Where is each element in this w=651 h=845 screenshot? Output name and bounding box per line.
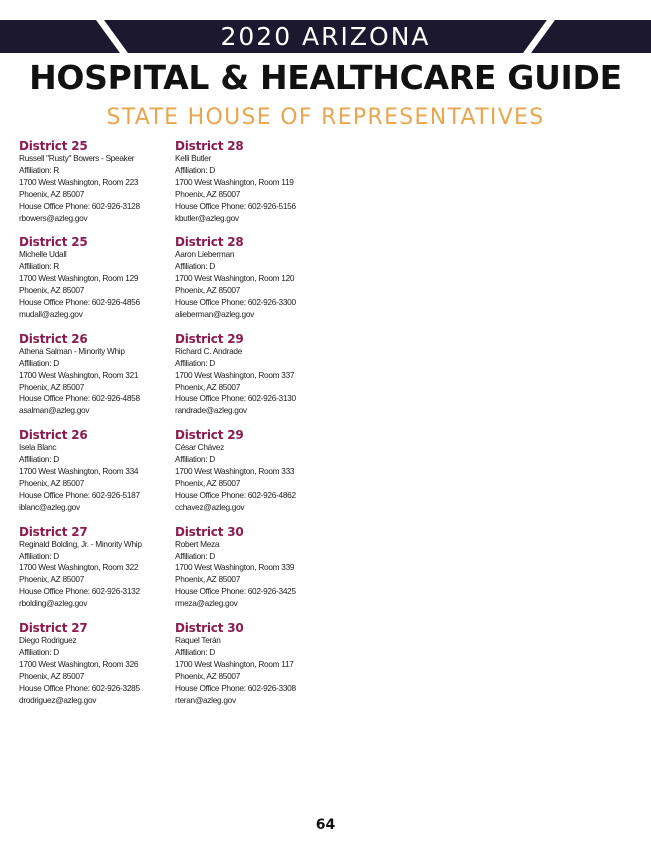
representative-phone: House Office Phone: 602-926-3132 (19, 586, 140, 597)
representative-entry (175, 429, 325, 513)
district-heading: District 25 (19, 139, 88, 153)
representative-city: Phoenix, AZ 85007 (19, 381, 85, 392)
representative-address: 1700 West Washington, Room 119 (175, 176, 294, 187)
representative-name: Athena Salman - Minority Whip (19, 345, 125, 356)
representative-name: Michelle Udall (19, 249, 67, 260)
representative-phone: House Office Phone: 602-926-4856 (19, 297, 140, 308)
representative-entry (175, 622, 325, 706)
district-heading: District 26 (19, 428, 88, 443)
representative-address: 1700 West Washington, Room 223 (19, 176, 139, 187)
representative-affiliation: Affiliation: R (19, 261, 59, 272)
representative-email: rbolding@azleg.gov (19, 598, 88, 609)
representative-address: 1700 West Washington, Room 333 (175, 466, 295, 476)
representative-city: Phoenix, AZ 85007 (175, 188, 241, 199)
representative-address: 1700 West Washington, Room 334 (19, 466, 139, 476)
representative-address: 1700 West Washington, Room 120 (175, 273, 295, 284)
representative-email: cchavez@azleg.gov (175, 501, 245, 512)
representative-email: rteran@azleg.gov (175, 694, 236, 705)
district-heading: District 26 (19, 331, 88, 346)
banner-title: 2020 ARIZONA (220, 22, 431, 51)
representative-name: Reginald Bolding, Jr. - Minority Whip (19, 538, 142, 549)
representative-affiliation: Affiliation: R (19, 164, 59, 175)
representative-address: 1700 West Washington, Room 321 (19, 369, 139, 380)
representative-entry (175, 236, 325, 320)
district-heading: District 28 (175, 235, 244, 250)
representative-phone: House Office Phone: 602-926-5156 (175, 200, 296, 211)
representative-affiliation: Affiliation: D (175, 261, 215, 272)
representative-city: Phoenix, AZ 85007 (175, 285, 241, 296)
representative-name: Kelli Butler (175, 153, 212, 163)
representative-address: 1700 West Washington, Room 337 (175, 369, 295, 380)
district-heading: District 27 (19, 621, 88, 635)
representative-city: Phoenix, AZ 85007 (19, 285, 85, 296)
representative-phone: House Office Phone: 602-926-3128 (19, 200, 140, 211)
district-heading: District 25 (19, 235, 88, 250)
representative-affiliation: Affiliation: D (19, 454, 59, 465)
representative-entry (19, 429, 169, 513)
representative-phone: House Office Phone: 602-926-4858 (19, 393, 140, 404)
page-subtitle: STATE HOUSE OF REPRESENTATIVES (106, 105, 545, 130)
representative-email: randrade@azleg.gov (175, 405, 247, 416)
district-heading: District 30 (175, 524, 244, 539)
representative-phone: House Office Phone: 602-926-3285 (19, 682, 140, 693)
representative-name: Diego Rodriguez (19, 635, 77, 645)
representative-name: César Chávez (175, 442, 224, 453)
representative-email: iblanc@azleg.gov (19, 501, 80, 512)
representative-address: 1700 West Washington, Room 117 (175, 658, 294, 669)
page-number: 64 (315, 817, 336, 833)
representative-entry (19, 333, 169, 417)
representative-phone: House Office Phone: 602-926-3130 (175, 393, 296, 404)
representative-city: Phoenix, AZ 85007 (175, 670, 241, 681)
representative-email: mudall@azleg.gov (19, 308, 83, 319)
representative-address: 1700 West Washington, Room 326 (19, 658, 139, 669)
representative-email: rmeza@azleg.gov (175, 598, 238, 609)
district-heading: District 28 (175, 139, 244, 153)
representative-city: Phoenix, AZ 85007 (19, 477, 85, 488)
representative-entry (19, 526, 169, 610)
representative-phone: House Office Phone: 602-926-3308 (175, 682, 296, 693)
header-banner (0, 20, 651, 53)
representative-city: Phoenix, AZ 85007 (19, 188, 85, 199)
representative-entry (175, 140, 325, 224)
representative-affiliation: Affiliation: D (19, 646, 59, 657)
representative-affiliation: Affiliation: D (175, 550, 215, 561)
representative-name: Russell "Rusty" Bowers - Speaker (19, 153, 135, 163)
representative-entry (19, 236, 169, 320)
representative-affiliation: Affiliation: D (175, 454, 215, 465)
representative-name: Aaron Lieberman (175, 249, 235, 260)
representative-name: Richard C. Andrade (175, 345, 243, 356)
representative-city: Phoenix, AZ 85007 (19, 574, 85, 585)
representative-entry (19, 622, 169, 706)
representative-address: 1700 West Washington, Room 129 (19, 273, 139, 284)
representative-email: asalman@azleg.gov (19, 405, 90, 416)
representative-email: drodriguez@azleg.gov (19, 694, 97, 705)
representative-email: kbutler@azleg.gov (175, 212, 239, 223)
representative-city: Phoenix, AZ 85007 (175, 381, 241, 392)
representative-affiliation: Affiliation: D (175, 357, 215, 368)
page-title: HOSPITAL & HEALTHCARE GUIDE (29, 58, 622, 97)
representative-phone: House Office Phone: 602-926-4862 (175, 489, 296, 500)
representative-city: Phoenix, AZ 85007 (175, 477, 241, 488)
representative-affiliation: Affiliation: D (19, 550, 59, 561)
representative-affiliation: Affiliation: D (19, 357, 59, 368)
representative-affiliation: Affiliation: D (175, 646, 215, 657)
representative-name: Raquel Terán (175, 635, 221, 645)
representative-phone: House Office Phone: 602-926-3425 (175, 586, 296, 597)
representative-city: Phoenix, AZ 85007 (19, 670, 85, 681)
representative-city: Phoenix, AZ 85007 (175, 574, 241, 585)
representative-affiliation: Affiliation: D (175, 164, 215, 175)
district-heading: District 29 (175, 331, 244, 346)
representative-email: rbowers@azleg.gov (19, 212, 88, 223)
representative-phone: House Office Phone: 602-926-3300 (175, 297, 296, 308)
representative-address: 1700 West Washington, Room 322 (19, 562, 139, 573)
representative-name: Robert Meza (175, 538, 220, 549)
representative-address: 1700 West Washington, Room 339 (175, 562, 295, 573)
representative-name: Isela Blanc (19, 442, 57, 453)
representative-entry (19, 140, 169, 224)
district-heading: District 30 (175, 621, 244, 635)
district-heading: District 29 (175, 428, 244, 443)
representative-entry (175, 526, 325, 610)
representative-phone: House Office Phone: 602-926-5187 (19, 489, 140, 500)
representative-entry (175, 333, 325, 417)
representative-email: alieberman@azleg.gov (175, 308, 254, 319)
district-heading: District 27 (19, 524, 88, 539)
